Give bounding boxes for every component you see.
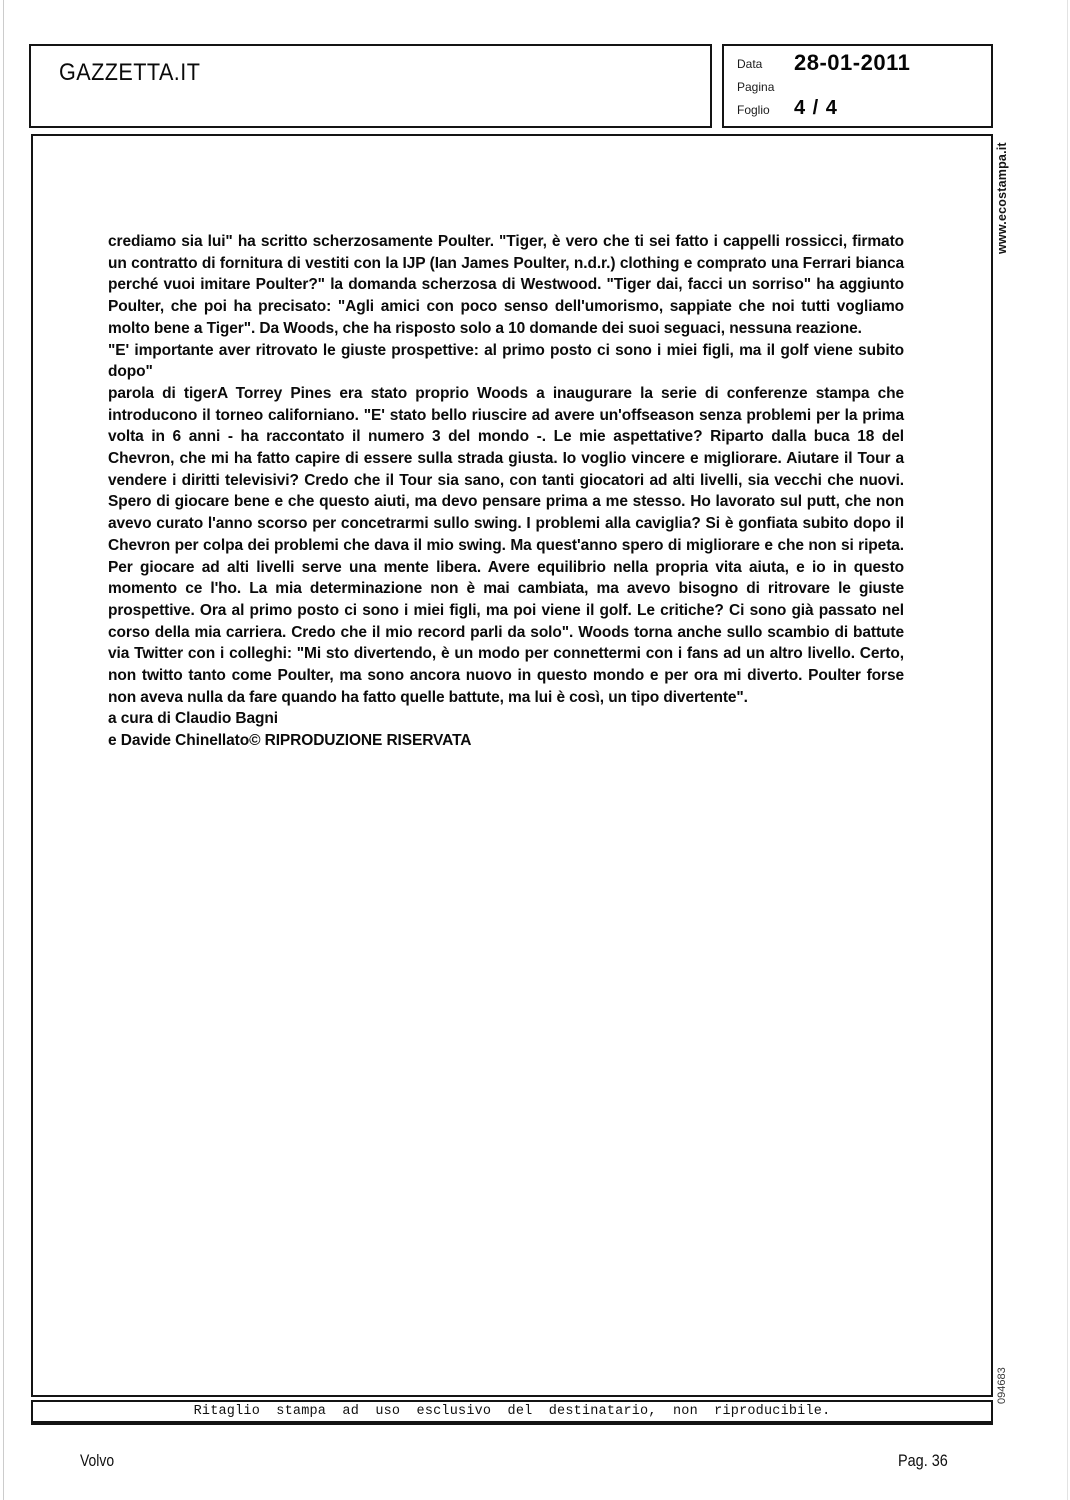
source-logo: GAZZETTA.IT bbox=[59, 59, 201, 86]
footer-page-ref: Pag. 36 bbox=[898, 1451, 948, 1470]
date-label: Data bbox=[737, 57, 763, 71]
ritaglio-strip bbox=[31, 1400, 993, 1425]
page-scan-edge-left bbox=[3, 0, 4, 1500]
article-text bbox=[108, 231, 904, 752]
footer-client: Volvo bbox=[80, 1451, 115, 1470]
pagina-label: Pagina bbox=[737, 80, 775, 94]
article-byline: a cura di Claudio Bagni bbox=[108, 710, 278, 728]
press-meta-box bbox=[722, 44, 993, 128]
foglio-label: Foglio bbox=[737, 103, 770, 117]
article-paragraph: parola di tigerA Torrey Pines era stato proprio Woods a inaugurare la serie di conferenze stampa che introducono il torneo californiano. "E' stato bello riuscire ad avere un'offseason senza problemi per la prima volta in 6 anni - ha raccontato il numero 3 del mondo -. Le mie aspettative? Riparto dalla buca 18 del Chevron, che mi ha fatto capire di essere sulla strada giusta. Io voglio vincere e migliorare. Aiutare il Tour a vendere i diritti televisivi? Credo che il Tour sia sano, con tanti giocatori ad alti livelli, sia vecchi che nuovi. Spero di giocare bene e che questo aiuti, ma devo pensare prima a me stesso. Ho lavorato sul putt, che non avevo curato l'anno scorso per concetrarmi sullo swing. I problemi alla caviglia? Si è gonfiata subito dopo il Chevron per colpa dei problemi che dava il mio swing. Ma quest'anno spero di migliorare e che non si ripeta. Per giocare ad alti livelli serve una mente libera. Avere equilibrio nella propria vita aiuta, e io in questo momento ce l'ho. La mia determinazione non è mai cambiata, ma avevo bisogno di ritrovare le giuste prospettive. Ora al primo posto ci sono i miei figli, ma poi viene il golf. Le critiche? Ci sono già passato nel corso della mia carriera. Credo che il mio record parli da solo". Woods torna anche sullo scambio di battute via Twitter con i colleghi: "Mi sto divertendo, è un modo per connettermi con i fans ad un altro livello. Certo, non twitto tanto come Poulter, ma sono ancora nuovo in questo mondo e per ora mi diverto. Poulter forse non aveva nulla da fare quando ha fatto quelle battute, ma lui è così, un tipo divertente". bbox=[108, 384, 904, 706]
foglio-value: 4 / 4 bbox=[794, 97, 838, 119]
ritaglio-disclaimer: Ritaglio stampa ad uso esclusivo del destinatario, non riproducibile. bbox=[193, 1404, 831, 1419]
article-copyright: e Davide Chinellato© RIPRODUZIONE RISERVATA bbox=[108, 732, 472, 750]
masthead-box bbox=[29, 44, 712, 128]
article-paragraph: "E' importante aver ritrovato le giuste prospettive: al primo posto ci sono i miei figli, ma il golf viene subito dopo" bbox=[108, 341, 904, 381]
clipping-code: 094683 bbox=[996, 1367, 1008, 1404]
date-value: 28-01-2011 bbox=[794, 50, 911, 75]
article-paragraph: crediamo sia lui" ha scritto scherzosamente Poulter. "Tiger, è vero che ti sei fatto i cappelli rossicci, firmato un contratto di fornitura di vestiti con la IJP (Ian James Poulter, n.d.r.) clothing e comprato una Ferrari bianca perché vuoi imitare Poulter?" la domanda scherzosa di Westwood. "Tiger dai, facci un sorriso" ha aggiunto Poulter, che poi ha precisato: "Agli amici con poco senso dell'umorismo, sappiate che noi tutti vogliamo molto bene a Tiger". Da Woods, che ha risposto solo a 10 domande dei suoi seguaci, nessuna reazione. bbox=[108, 233, 904, 337]
ecostampa-watermark: www.ecostampa.it bbox=[995, 142, 1009, 254]
page-scan-edge-right bbox=[1067, 0, 1068, 1500]
